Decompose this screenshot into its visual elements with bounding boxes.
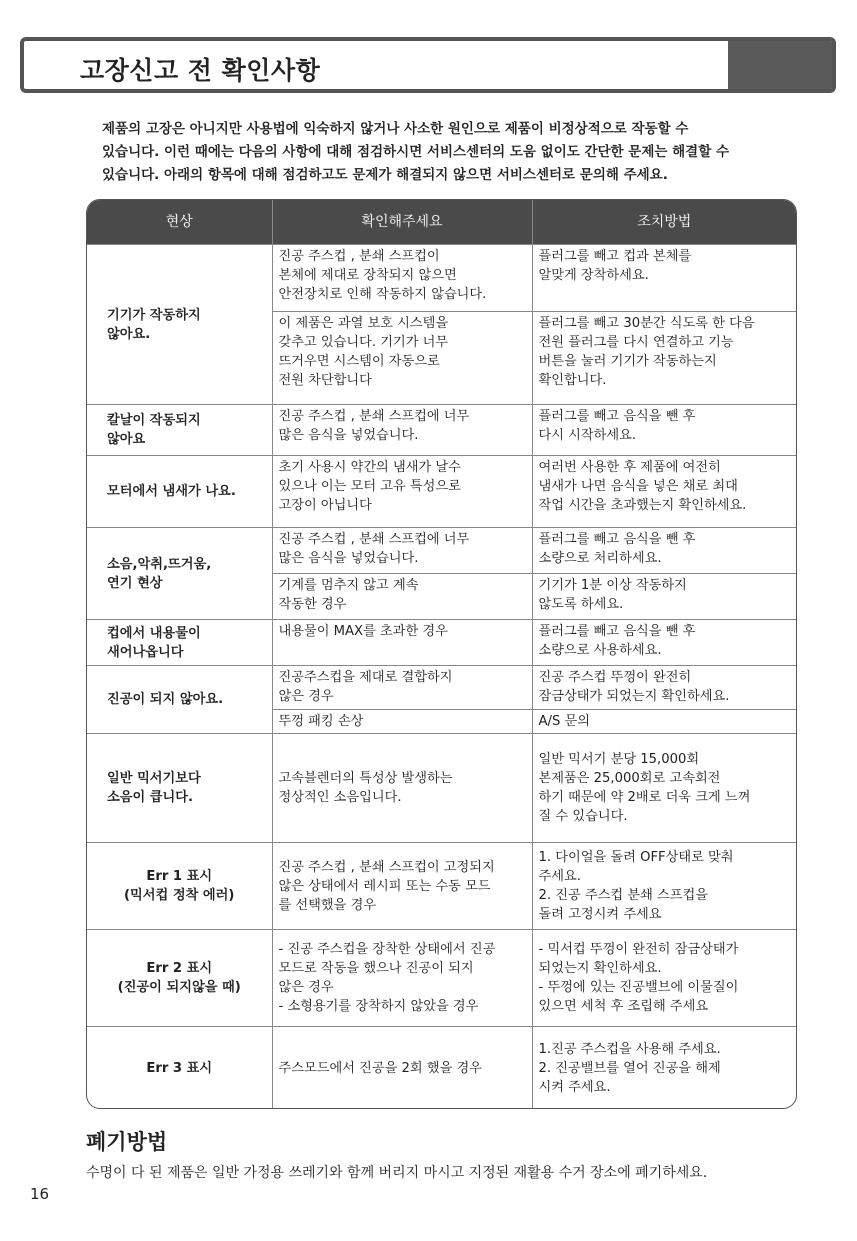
action-cell: 진공 주스컵 뚜껑이 완전히 잠금상태가 되었는지 확인하세요.: [532, 666, 796, 710]
header-action: 조치방법: [532, 200, 796, 245]
symptom-cell: 칼날이 작동되지 않아요: [87, 405, 272, 456]
page-title: 고장신고 전 확인사항: [80, 56, 321, 85]
table-row: [87, 456, 796, 528]
table-row: [87, 734, 796, 843]
action-cell: A/S 문의: [532, 710, 796, 734]
action-cell: 플러그를 빼고 30분간 식도록 한 다음 전원 플러그를 다시 연결하고 기능 버튼을 눌러 기기가 작동하는지 확인합니다.: [532, 312, 796, 405]
symptom-cell: 컵에서 내용물이 새어나옵니다: [87, 620, 272, 666]
check-cell: 초기 사용시 약간의 냄새가 날수 있으나 이는 모터 고유 특성으로 고장이 아닙니다: [272, 456, 532, 528]
page-number: 16: [30, 1185, 50, 1203]
table-row: [87, 405, 796, 456]
header-check: 확인해주세요: [272, 200, 532, 245]
table-row: [87, 930, 796, 1027]
symptom-cell: Err 2 표시 (진공이 되지않을 때): [87, 930, 272, 1027]
action-cell: 일반 믹서기 분당 15,000회 본제품은 25,000회로 고속회전 하기 때문에 약 2배로 더욱 크게 느껴 질 수 있습니다.: [532, 734, 796, 843]
table-header-row: [87, 200, 796, 245]
check-cell: 주스모드에서 진공을 2회 했을 경우: [272, 1027, 532, 1110]
action-cell: 여러번 사용한 후 제품에 여전히 냄새가 나면 음식을 넣은 채로 최대 작업 시간을 초과했는지 확인하세요.: [532, 456, 796, 528]
intro-line: 있습니다. 아래의 항목에 대해 점검하고도 문제가 해결되지 않으면 서비스센터로 문의해 주세요.: [102, 167, 668, 183]
table-row: [87, 666, 796, 710]
symptom-cell: 일반 믹서기보다 소음이 큽니다.: [87, 734, 272, 843]
intro-line: 제품의 고장은 아니지만 사용법에 익숙하지 않거나 사소한 원인으로 제품이 비정상적으로 작동할 수: [102, 121, 689, 137]
table-row: [87, 843, 796, 930]
check-cell: 진공 주스컵 , 분쇄 스프컵에 너무 많은 음식을 넣었습니다.: [272, 528, 532, 574]
table-row: [87, 245, 796, 312]
symptom-cell: Err 3 표시: [87, 1027, 272, 1110]
symptom-cell: Err 1 표시 (믹서컵 정착 에러): [87, 843, 272, 930]
table-row: [87, 528, 796, 574]
symptom-cell: 진공이 되지 않아요.: [87, 666, 272, 734]
action-cell: 플러그를 빼고 컵과 본체를 알맞게 장착하세요.: [532, 245, 796, 312]
section-title-bar: [20, 37, 836, 93]
troubleshooting-table: [86, 199, 797, 1109]
check-cell: 진공 주스컵 , 분쇄 스프컵에 너무 많은 음식을 넣었습니다.: [272, 405, 532, 456]
disposal-title: 폐기방법: [86, 1130, 168, 1154]
action-cell: 플러그를 빼고 음식을 뺀 후 소량으로 처리하세요.: [532, 528, 796, 574]
action-cell: 1. 다이얼을 돌려 OFF상태로 맞춰 주세요. 2. 진공 주스컵 분쇄 스프컵을 돌려 고정시켜 주세요: [532, 843, 796, 930]
disposal-text: 수명이 다 된 제품은 일반 가정용 쓰레기와 함께 버리지 마시고 지정된 재활용 수거 장소에 폐기하세요.: [86, 1165, 708, 1181]
check-cell: 이 제품은 과열 보호 시스템을 갖추고 있습니다. 기기가 너무 뜨거우면 시스템이 자동으로 전원 차단합니다: [272, 312, 532, 405]
action-cell: 기기가 1분 이상 작동하지 않도록 하세요.: [532, 574, 796, 620]
symptom-cell: 소음,악취,뜨거움, 연기 현상: [87, 528, 272, 620]
intro-line: 있습니다. 이런 때에는 다음의 사항에 대해 점검하시면 서비스센터의 도움 없이도 간단한 문제는 해결할 수: [102, 144, 729, 160]
table-row: [87, 1027, 796, 1110]
symptom-cell: 기기가 작동하지 않아요.: [87, 245, 272, 405]
check-cell: 진공 주스컵 , 분쇄 스프컵이 본체에 제대로 장착되지 않으면 안전장치로 인해 작동하지 않습니다.: [272, 245, 532, 312]
check-cell: - 진공 주스컵을 장착한 상태에서 진공 모드로 작동을 했으나 진공이 되지 않은 경우 - 소형용기를 장착하지 않았을 경우: [272, 930, 532, 1027]
intro-paragraph: [102, 118, 822, 187]
title-accent-block: [728, 41, 832, 89]
check-cell: 기계를 멈추지 않고 계속 작동한 경우: [272, 574, 532, 620]
action-cell: 1.진공 주스컵을 사용해 주세요. 2. 진공밸브를 열어 진공을 해제 시켜 주세요.: [532, 1027, 796, 1110]
action-cell: 플러그를 빼고 음식을 뺀 후 다시 시작하세요.: [532, 405, 796, 456]
action-cell: - 믹서컵 뚜껑이 완전히 잠금상태가 되었는지 확인하세요. - 뚜껑에 있는 진공밸브에 이물질이 있으면 세척 후 조립해 주세요: [532, 930, 796, 1027]
check-cell: 진공 주스컵 , 분쇄 스프컵이 고정되지 않은 상태에서 레시피 또는 수동 모드 를 선택했을 경우: [272, 843, 532, 930]
header-symptom: 현상: [87, 200, 272, 245]
check-cell: 진공주스컵을 제대로 결합하지 않은 경우: [272, 666, 532, 710]
table-row: [87, 620, 796, 666]
check-cell: 내용물이 MAX를 초과한 경우: [272, 620, 532, 666]
check-cell: 고속블렌더의 특성상 발생하는 정상적인 소음입니다.: [272, 734, 532, 843]
check-cell: 뚜껑 패킹 손상: [272, 710, 532, 734]
action-cell: 플러그를 빼고 음식을 뺀 후 소량으로 사용하세요.: [532, 620, 796, 666]
symptom-cell: 모터에서 냄새가 나요.: [87, 456, 272, 528]
